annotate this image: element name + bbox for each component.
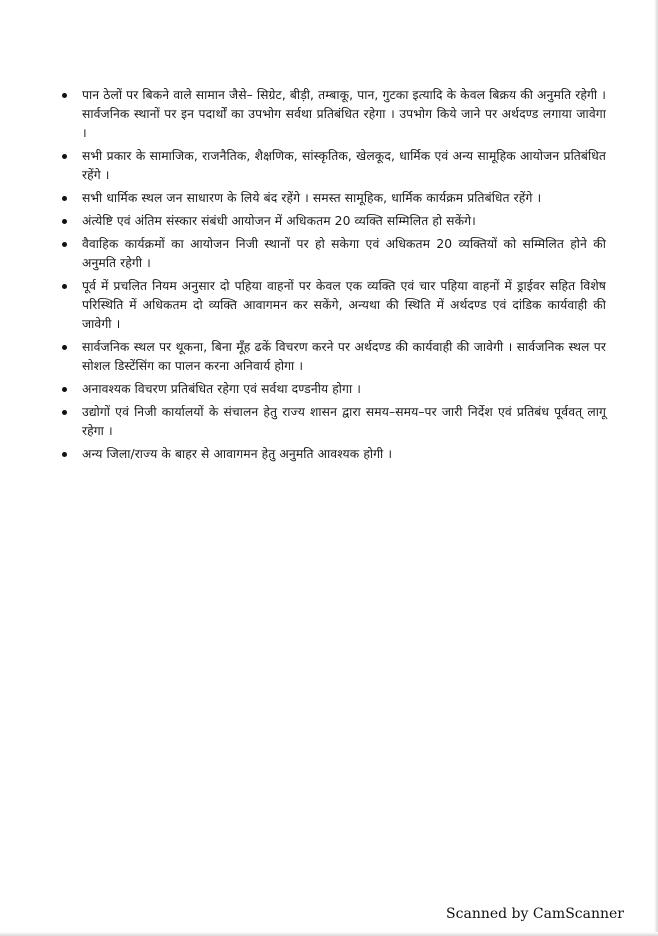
bullet-icon bbox=[62, 93, 67, 98]
list-item-text: पूर्व में प्रचलित नियम अनुसार दो पहिया वाहनों पर केवल एक व्यक्ति एवं चार पहिया वाहनों में ड्राईवर सहित विशेष परिस्थिति में अधिकतम दो व्यक्ति आवागमन कर सकेंगे, अन्यथा की स्थिति में अर्थदण्ड एवं दांडिक कार्यवाही की जावेगी । bbox=[82, 279, 606, 331]
page-edge-shadow bbox=[0, 932, 658, 936]
list-item bbox=[62, 189, 606, 208]
restrictions-list bbox=[62, 86, 606, 468]
list-item bbox=[62, 86, 606, 143]
list-item bbox=[62, 212, 606, 231]
list-item-text: अनावश्यक विचरण प्रतिबंधित रहेगा एवं सर्वथा दण्डनीय होगा । bbox=[82, 382, 362, 396]
bullet-icon bbox=[62, 387, 67, 392]
list-item-text: सभी प्रकार के सामाजिक, राजनैतिक, शैक्षणिक, सांस्कृतिक, खेलकूद, धार्मिक एवं अन्य सामूहिक आयोजन प्रतिबंधित रहेंगे । bbox=[82, 149, 606, 182]
bullet-icon bbox=[62, 196, 67, 201]
list-item-text: वैवाहिक कार्यक्रमों का आयोजन निजी स्थानों पर हो सकेगा एवं अधिकतम 20 व्यक्तियों को सम्मिलित होने की अनुमति रहेगी । bbox=[82, 237, 606, 270]
bullet-icon bbox=[62, 219, 67, 224]
list-item bbox=[62, 147, 606, 185]
bullet-icon bbox=[62, 345, 67, 350]
list-item bbox=[62, 277, 606, 334]
bullet-icon bbox=[62, 284, 67, 289]
bullet-icon bbox=[62, 154, 67, 159]
list-item-text: अन्य जिला/राज्य के बाहर से आवागमन हेतु अनुमति आवश्यक होगी । bbox=[82, 447, 393, 461]
list-item-text: सभी धार्मिक स्थल जन साधारण के लिये बंद रहेंगे । समस्त सामूहिक, धार्मिक कार्यक्रम प्रतिबंधित रहेंगे । bbox=[82, 191, 542, 205]
list-item-text: उद्योगों एवं निजी कार्यालयों के संचालन हेतु राज्य शासन द्वारा समय–समय–पर जारी निर्देश एवं प्रतिबंध पूर्ववत् लागू रहेगा । bbox=[82, 405, 606, 438]
bullet-icon bbox=[62, 452, 67, 457]
list-item bbox=[62, 380, 606, 399]
bullet-icon bbox=[62, 242, 67, 247]
list-item bbox=[62, 338, 606, 376]
list-item bbox=[62, 235, 606, 273]
list-item bbox=[62, 403, 606, 441]
list-item bbox=[62, 445, 606, 464]
list-item-text: पान ठेलों पर बिकने वाले सामान जैसे– सिग्रेट, बीड़ी, तम्बाकू, पान, गुटका इत्यादि के केवल बिक्रय की अनुमति रहेगी । सार्वजनिक स्थानों पर इन पदार्थों का उपभोग सर्वथा प्रतिबंधित रहेगा । उपभोग किये जाने पर अर्थदण्ड लगाया जावेगा । bbox=[82, 88, 606, 140]
page-edge-shadow bbox=[654, 0, 658, 936]
bullet-icon bbox=[62, 410, 67, 415]
scanner-watermark: Scanned by CamScanner bbox=[446, 906, 624, 922]
list-item-text: सार्वजनिक स्थल पर थूकना, बिना मूँह ढकें विचरण करने पर अर्थदण्ड की कार्यवाही की जावेगी । सार्वजनिक स्थल पर सोशल डिस्टेंसिंग का पालन करना अनिवार्य होगा । bbox=[82, 340, 606, 373]
list-item-text: अंत्येष्टि एवं अंतिम संस्कार संबंधी आयोजन में अधिकतम 20 व्यक्ति सम्मिलित हो सकेंगे। bbox=[82, 214, 476, 228]
